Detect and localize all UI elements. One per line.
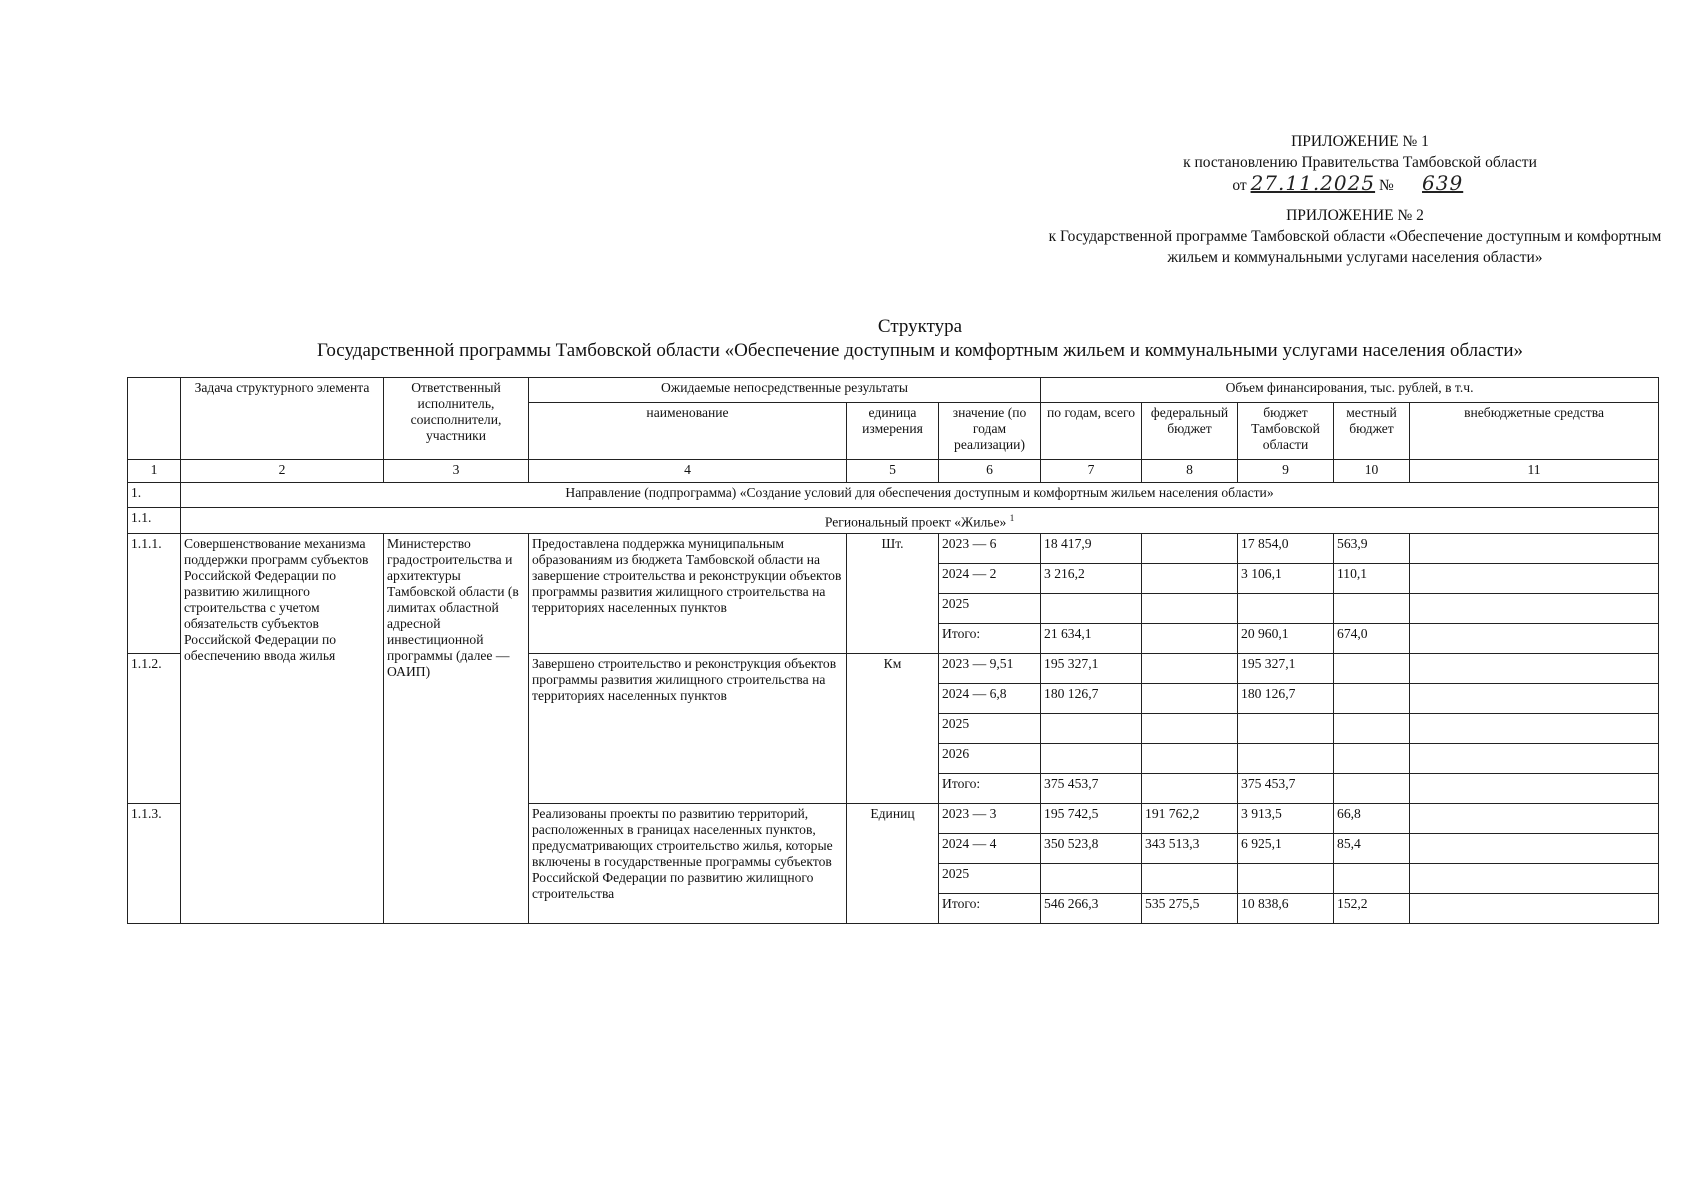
local-cell	[1334, 683, 1410, 713]
appendix-1-block	[1120, 131, 1600, 197]
section-number: 1.	[128, 483, 181, 508]
result-name: Завершено строительство и реконструкция объектов программы развития жилищного строительства на территориях населенных пунктов	[529, 653, 847, 803]
section-row-1-1	[128, 508, 1659, 534]
total-cell: 21 634,1	[1041, 623, 1142, 653]
value-cell: 2025	[939, 593, 1041, 623]
local-cell	[1334, 713, 1410, 743]
extra-cell	[1410, 533, 1659, 563]
extra-cell	[1410, 833, 1659, 863]
header-task: Задача структурного элемента	[181, 378, 384, 460]
total-cell: 18 417,9	[1041, 533, 1142, 563]
handwritten-date: 27.11.2025	[1250, 171, 1376, 195]
value-cell: 2025	[939, 863, 1041, 893]
total-cell: 180 126,7	[1041, 683, 1142, 713]
title-line-2: Государственной программы Тамбовской области «Обеспечение доступным и комфортным жильем и коммунальными услугами населения области»	[317, 340, 1523, 361]
local-cell: 66,8	[1334, 803, 1410, 833]
federal-cell	[1142, 593, 1238, 623]
section-row-1	[128, 483, 1659, 508]
section-title	[181, 508, 1659, 534]
regional-cell	[1238, 863, 1334, 893]
appendix-1-date-line	[1120, 173, 1600, 197]
local-cell	[1334, 773, 1410, 803]
col-number: 5	[847, 460, 939, 483]
result-unit: Шт.	[847, 533, 939, 653]
federal-cell	[1142, 773, 1238, 803]
appendix-1-subtitle: к постановлению Правительства Тамбовской области	[1183, 154, 1537, 171]
col-number: 7	[1041, 460, 1142, 483]
regional-cell: 195 327,1	[1238, 653, 1334, 683]
regional-cell: 20 960,1	[1238, 623, 1334, 653]
federal-cell	[1142, 743, 1238, 773]
header-row-1	[128, 378, 1659, 403]
header-federal: федеральный бюджет	[1142, 403, 1238, 460]
total-cell	[1041, 863, 1142, 893]
col-number: 1	[128, 460, 181, 483]
total-cell: 350 523,8	[1041, 833, 1142, 863]
task-description: Совершенствование механизма поддержки программ субъектов Российской Федерации по развитию жилищного строительства с учетом обязательств субъектов Российской Федерации по обеспечению ввода жилья	[181, 533, 384, 923]
extra-cell	[1410, 743, 1659, 773]
col-number: 3	[384, 460, 529, 483]
value-cell: Итого:	[939, 893, 1041, 923]
item-number: 1.1.3.	[128, 803, 181, 923]
project-title: Региональный проект «Жилье»	[824, 514, 1007, 530]
value-cell: 2023 — 6	[939, 533, 1041, 563]
header-expected-results: Ожидаемые непосредственные результаты	[529, 378, 1041, 403]
total-cell: 195 742,5	[1041, 803, 1142, 833]
value-cell: 2023 — 3	[939, 803, 1041, 833]
total-cell	[1041, 713, 1142, 743]
extra-cell	[1410, 773, 1659, 803]
result-name: Предоставлена поддержка муниципальным образованиям из бюджета Тамбовской области на завершение строительства и реконструкции объектов программы развития жилищного строительства на территориях населенных пунктов	[529, 533, 847, 653]
federal-cell	[1142, 653, 1238, 683]
footnote-marker: 1	[1009, 513, 1015, 523]
total-cell: 546 266,3	[1041, 893, 1142, 923]
regional-cell: 375 453,7	[1238, 773, 1334, 803]
extra-cell	[1410, 563, 1659, 593]
local-cell: 674,0	[1334, 623, 1410, 653]
header-funding: Объем финансирования, тыс. рублей, в т.ч.	[1041, 378, 1659, 403]
title-line-1: Структура	[877, 316, 963, 337]
federal-cell: 343 513,3	[1142, 833, 1238, 863]
value-cell: Итого:	[939, 773, 1041, 803]
header-by-year: по годам, всего	[1041, 403, 1142, 460]
regional-cell: 3 913,5	[1238, 803, 1334, 833]
appendix-2-block	[1040, 205, 1670, 268]
federal-cell	[1142, 533, 1238, 563]
structure-table	[127, 377, 1659, 924]
header-unit: единица измерения	[847, 403, 939, 460]
col-number: 8	[1142, 460, 1238, 483]
local-cell: 563,9	[1334, 533, 1410, 563]
local-cell	[1334, 863, 1410, 893]
federal-cell: 191 762,2	[1142, 803, 1238, 833]
value-cell: 2024 — 2	[939, 563, 1041, 593]
result-unit: Единиц	[847, 803, 939, 923]
federal-cell	[1142, 563, 1238, 593]
result-unit: Км	[847, 653, 939, 803]
header-name: наименование	[529, 403, 847, 460]
regional-cell	[1238, 743, 1334, 773]
header-value: значение (по годам реализации)	[939, 403, 1041, 460]
responsible-executor: Министерство градостроительства и архитектуры Тамбовской области (в лимитах областной адресной инвестиционной программы (далее — ОАИП)	[384, 533, 529, 923]
col-number: 6	[939, 460, 1041, 483]
date-prefix: от	[1232, 177, 1247, 194]
appendix-2-subtitle: к Государственной программе Тамбовской области «Обеспечение доступным и комфортным жильем и коммунальными услугами населения области»	[1048, 228, 1662, 266]
federal-cell	[1142, 683, 1238, 713]
federal-cell: 535 275,5	[1142, 893, 1238, 923]
value-cell: 2024 — 6,8	[939, 683, 1041, 713]
header-local: местный бюджет	[1334, 403, 1410, 460]
section-title: Направление (подпрограмма) «Создание условий для обеспечения доступным и комфортным жильем населения области»	[181, 483, 1659, 508]
total-cell: 195 327,1	[1041, 653, 1142, 683]
col-number: 2	[181, 460, 384, 483]
appendix-2-title: ПРИЛОЖЕНИЕ № 2	[1286, 207, 1424, 224]
extra-cell	[1410, 863, 1659, 893]
header-num-cell	[128, 378, 181, 460]
local-cell	[1334, 743, 1410, 773]
total-cell: 375 453,7	[1041, 773, 1142, 803]
handwritten-number: 639	[1422, 171, 1464, 195]
federal-cell	[1142, 863, 1238, 893]
federal-cell	[1142, 623, 1238, 653]
extra-cell	[1410, 803, 1659, 833]
item-number: 1.1.2.	[128, 653, 181, 803]
regional-cell	[1238, 593, 1334, 623]
col-number: 10	[1334, 460, 1410, 483]
extra-cell	[1410, 893, 1659, 923]
header-extra: внебюджетные средства	[1410, 403, 1659, 460]
regional-cell: 17 854,0	[1238, 533, 1334, 563]
value-cell: 2025	[939, 713, 1041, 743]
value-cell: 2023 — 9,51	[939, 653, 1041, 683]
value-cell: 2026	[939, 743, 1041, 773]
table-row	[128, 533, 1659, 563]
regional-cell: 180 126,7	[1238, 683, 1334, 713]
value-cell: Итого:	[939, 623, 1041, 653]
local-cell: 152,2	[1334, 893, 1410, 923]
extra-cell	[1410, 653, 1659, 683]
item-number: 1.1.1.	[128, 533, 181, 653]
header-regional: бюджет Тамбовской области	[1238, 403, 1334, 460]
result-name: Реализованы проекты по развитию территорий, расположенных в границах населенных пунктов, предусматривающих строительство жилья, которые включены в государственные программы субъектов Российской Федерации по развитию жилищного строительства	[529, 803, 847, 923]
header-responsible: Ответственный исполнитель, соисполнители, участники	[384, 378, 529, 460]
extra-cell	[1410, 623, 1659, 653]
section-number: 1.1.	[128, 508, 181, 534]
extra-cell	[1410, 713, 1659, 743]
document-title	[220, 315, 1620, 363]
regional-cell: 6 925,1	[1238, 833, 1334, 863]
total-cell	[1041, 743, 1142, 773]
number-prefix: №	[1378, 177, 1394, 194]
col-number: 11	[1410, 460, 1659, 483]
federal-cell	[1142, 713, 1238, 743]
value-cell: 2024 — 4	[939, 833, 1041, 863]
extra-cell	[1410, 683, 1659, 713]
local-cell: 110,1	[1334, 563, 1410, 593]
local-cell: 85,4	[1334, 833, 1410, 863]
regional-cell: 10 838,6	[1238, 893, 1334, 923]
local-cell	[1334, 593, 1410, 623]
col-number: 4	[529, 460, 847, 483]
total-cell: 3 216,2	[1041, 563, 1142, 593]
regional-cell	[1238, 713, 1334, 743]
regional-cell: 3 106,1	[1238, 563, 1334, 593]
col-number: 9	[1238, 460, 1334, 483]
appendix-1-title: ПРИЛОЖЕНИЕ № 1	[1291, 133, 1429, 150]
extra-cell	[1410, 593, 1659, 623]
local-cell	[1334, 653, 1410, 683]
total-cell	[1041, 593, 1142, 623]
column-numbers-row	[128, 460, 1659, 483]
